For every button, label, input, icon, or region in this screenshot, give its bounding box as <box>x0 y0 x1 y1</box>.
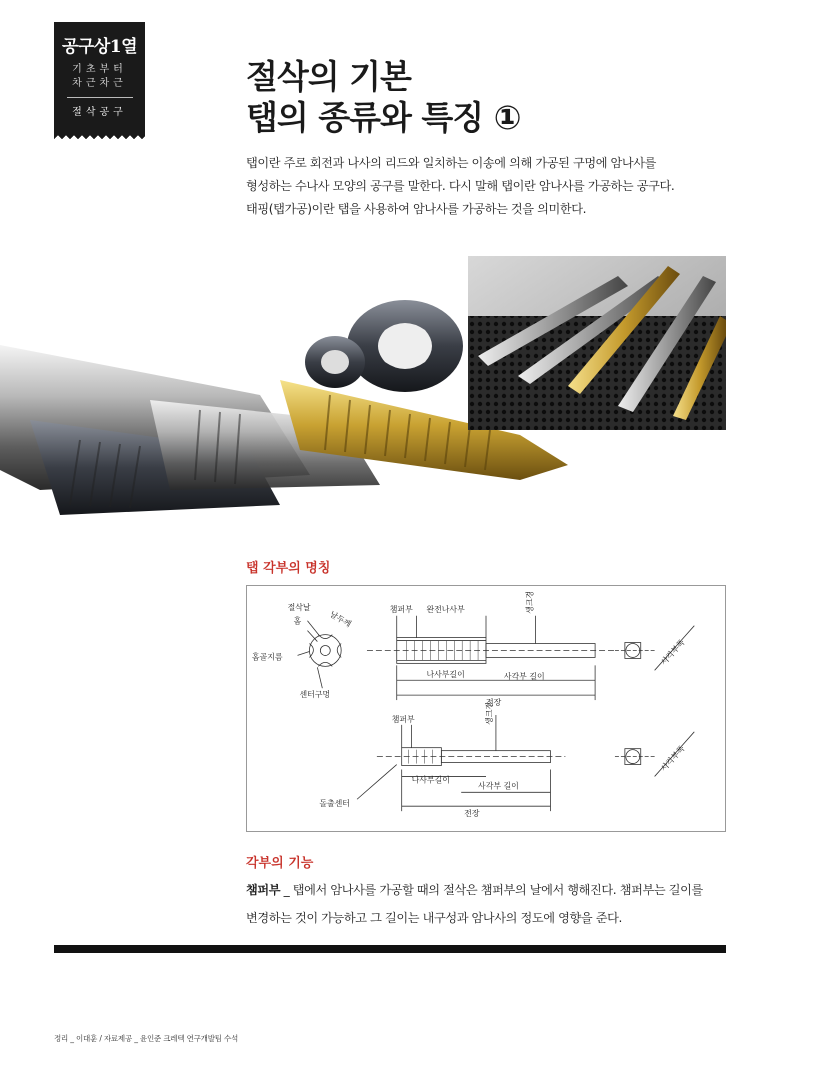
cross-section-outline <box>309 635 341 667</box>
label-center-hole: 센터구멍 <box>299 690 331 700</box>
intro-line-1: 탭이란 주로 회전과 나사의 리드와 일치하는 이송에 의해 가공된 구멍에 암나사를 <box>246 156 657 170</box>
badge-divider <box>67 97 133 98</box>
label-square-length: 사각부 길이 <box>503 672 545 682</box>
footer-rule <box>54 945 726 953</box>
die-nut <box>305 300 463 392</box>
badge-category: 절삭공구 <box>72 107 127 118</box>
label-chamfer-2: 챔퍼부 <box>391 714 415 724</box>
tap-parts-diagram <box>246 585 726 832</box>
label-land-width: 날두께 <box>328 609 353 629</box>
intro-paragraph <box>246 152 716 221</box>
functions-paragraph <box>246 876 721 932</box>
taps-on-mesh-photo <box>468 256 726 430</box>
label-square-length-2: 사각부 길이 <box>478 781 519 791</box>
badge-title: 공구상1열 <box>61 37 138 57</box>
label-cutting-edge: 절삭날 <box>287 602 311 612</box>
page-title <box>246 56 521 138</box>
label-square-width: 사각부폭 <box>659 637 687 667</box>
label-protruding-center: 돌출센터 <box>319 799 350 809</box>
functions-line-1 <box>246 876 721 904</box>
label-shank-diameter: 생크경 <box>525 590 535 614</box>
section-heading-functions: 각부의 기능 <box>246 856 314 871</box>
label-thread-length-2: 나사부길이 <box>411 775 450 785</box>
label-shank-diameter-2: 생크경 <box>484 701 494 725</box>
label-chamfer: 챔퍼부 <box>389 604 413 614</box>
term-chamfer: 챔퍼부 <box>246 883 281 897</box>
label-flute-diameter: 홈골지름 <box>251 652 283 662</box>
label-thread-length: 나사부길이 <box>426 670 465 680</box>
label-square-width-2: 사각부폭 <box>659 744 687 773</box>
intro-line-2: 형성하는 수나사 모양의 공구를 말한다. 다시 말해 탭이란 암나사를 가공하는 공구다. <box>246 179 675 193</box>
thread-hatching <box>407 641 478 764</box>
label-full-thread: 완전나사부 <box>426 604 465 614</box>
badge-subtitle-1: 기초부터 <box>72 64 127 75</box>
label-flute: 홈 <box>293 616 302 626</box>
title-line-2: 탭의 종류와 특징 ① <box>246 98 521 137</box>
section-heading-parts: 탭 각부의 명칭 <box>246 561 331 576</box>
credits: 정리 _ 이대훈 / 자료제공 _ 윤인준 크레텍 연구개발팀 수석 <box>54 1034 239 1043</box>
badge-subtitle-2: 차근차근 <box>72 78 127 89</box>
title-line-1: 절삭의 기본 <box>246 57 411 96</box>
series-badge <box>54 22 145 134</box>
functions-line-2: 변경하는 것이 가능하고 그 길이는 내구성과 암나사의 정도에 영향을 준다. <box>246 911 622 925</box>
intro-line-3: 태핑(탭가공)이란 탭을 사용하여 암나사를 가공하는 것을 의미한다. <box>246 202 587 216</box>
label-overall-length-2: 전장 <box>464 809 480 819</box>
functions-text-1: _ 탭에서 암나사를 가공할 때의 절삭은 챔퍼부의 날에서 행해진다. 챔퍼부는 길이를 <box>280 883 703 897</box>
cross-section-core <box>320 646 330 656</box>
label-overall-length: 전장 <box>486 698 502 708</box>
